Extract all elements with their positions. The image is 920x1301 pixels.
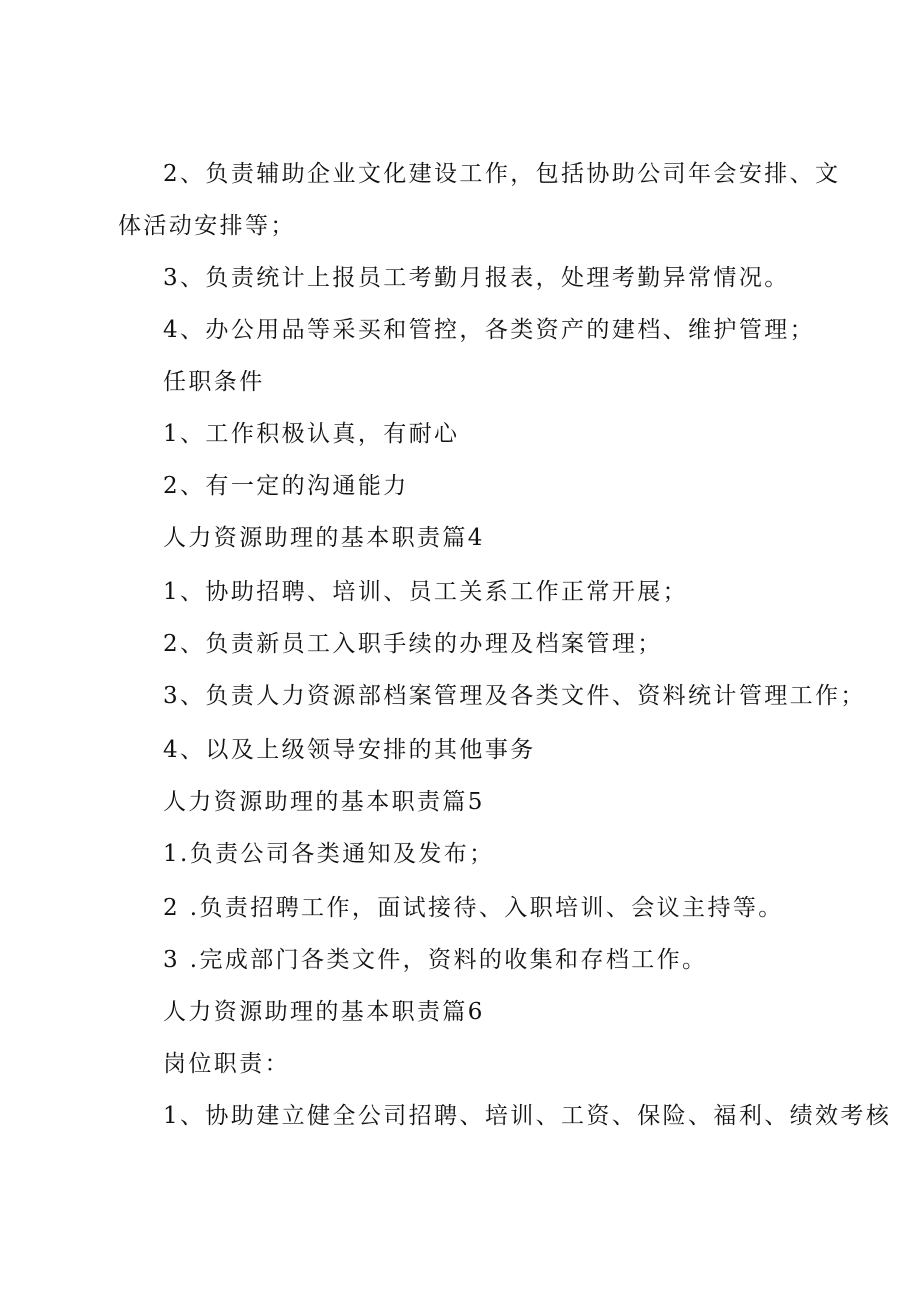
section-heading: 人力资源助理的基本职责篇6 <box>163 999 485 1025</box>
paragraph-line: 1.负责公司各类通知及发布； <box>163 841 495 867</box>
paragraph-line: 2、负责新员工入职手续的办理及档案管理； <box>163 631 663 657</box>
paragraph-line: 2、负责辅助企业文化建设工作，包括协助公司年会安排、文 <box>163 161 841 187</box>
paragraph-line: 4、办公用品等采买和管控，各类资产的建档、维护管理； <box>163 317 816 343</box>
paragraph-line: 2、有一定的沟通能力 <box>163 473 409 499</box>
section-heading: 人力资源助理的基本职责篇5 <box>163 789 485 815</box>
paragraph-line: 4、以及上级领导安排的其他事务 <box>163 737 536 763</box>
paragraph-line: 1、协助建立健全公司招聘、培训、工资、保险、福利、绩效考核 <box>163 1103 892 1129</box>
section-heading: 人力资源助理的基本职责篇4 <box>163 525 485 551</box>
paragraph-line: 2 .负责招聘工作，面试接待、入职培训、会议主持等。 <box>163 895 784 921</box>
section-heading: 岗位职责： <box>163 1051 290 1077</box>
paragraph-line: 3、负责统计上报员工考勤月报表，处理考勤异常情况。 <box>163 265 790 291</box>
section-heading: 任职条件 <box>163 369 265 395</box>
paragraph-line: 体活动安排等； <box>118 213 296 239</box>
paragraph-line: 1、协助招聘、培训、员工关系工作正常开展； <box>163 579 689 605</box>
paragraph-line: 3、负责人力资源部档案管理及各类文件、资料统计管理工作； <box>163 683 866 709</box>
paragraph-line: 3 .完成部门各类文件，资料的收集和存档工作。 <box>163 947 708 973</box>
paragraph-line: 1、工作积极认真，有耐心 <box>163 421 460 447</box>
